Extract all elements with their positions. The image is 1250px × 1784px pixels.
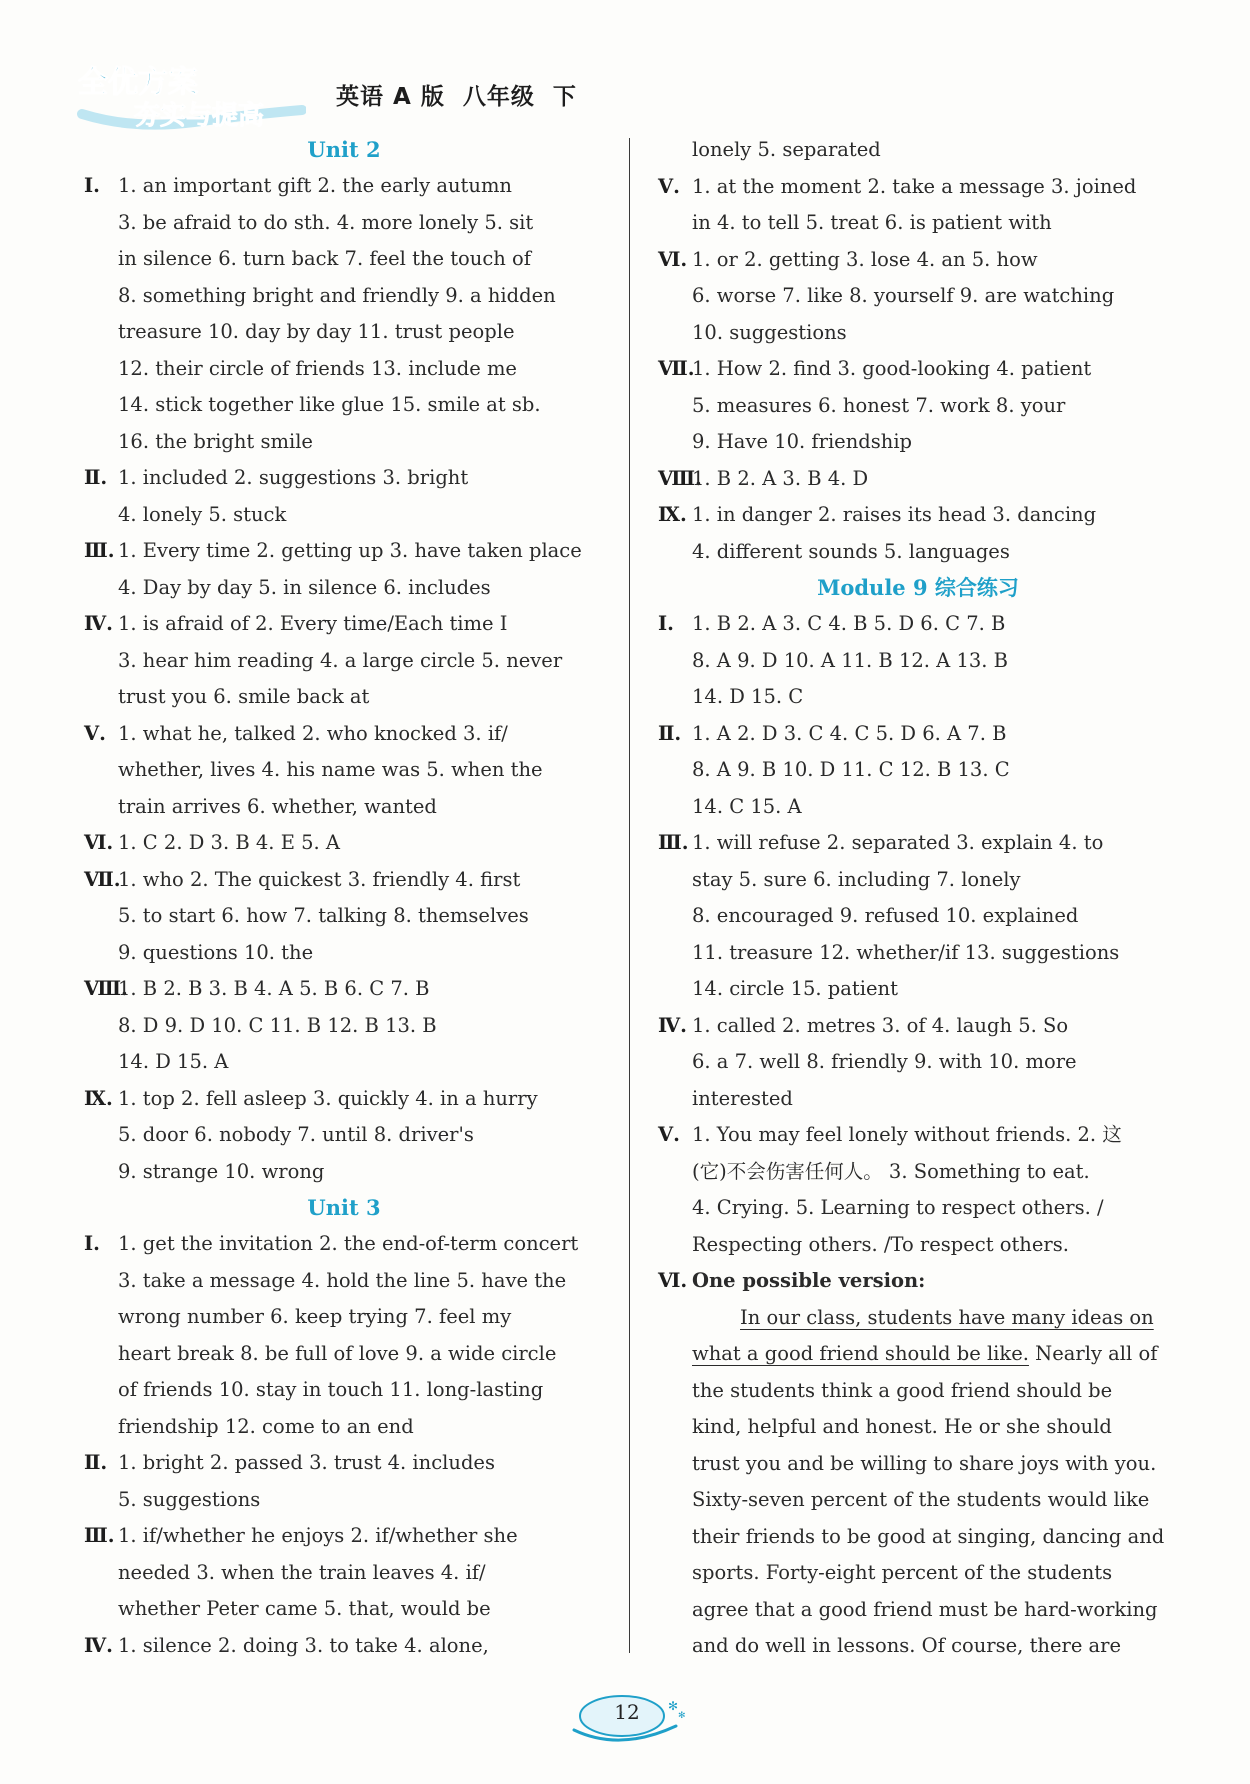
- answer-line: wrong number 6. keep trying 7. feel my: [118, 1305, 512, 1328]
- underlined-text: In our class, students have many ideas on: [740, 1305, 1154, 1329]
- group-number: Ⅰ.: [84, 1232, 100, 1255]
- answer-line: friendship 12. come to an end: [118, 1414, 414, 1438]
- section-title: Unit 3: [307, 1195, 381, 1220]
- group-answers: [118, 533, 604, 606]
- group-answers: [118, 1226, 604, 1445]
- group-answers: [692, 132, 1178, 169]
- section-title: Module 9 综合练习: [817, 575, 1019, 600]
- group-number: Ⅱ.: [84, 1451, 108, 1474]
- answer-line: 1. silence 2. doing 3. to take 4. alone,: [118, 1633, 489, 1657]
- group-answers: [692, 1117, 1178, 1263]
- group-number: Ⅴ.: [658, 1123, 680, 1146]
- answer-group: [84, 971, 604, 1081]
- answer-group: [84, 460, 604, 533]
- answer-group: [658, 1008, 1178, 1118]
- group-answers: [692, 169, 1178, 242]
- answer-line: 4. different sounds 5. languages: [692, 539, 1010, 563]
- answer-line: 16. the bright smile: [118, 429, 313, 453]
- group-number: Ⅶ.: [84, 867, 121, 891]
- answer-line: 5. to start 6. how 7. talking 8. themselves: [118, 904, 529, 927]
- answer-line: 1. C 2. D 3. B 4. E 5. A: [118, 831, 341, 854]
- answer-line: in 4. to tell 5. treat 6. is patient with: [692, 211, 1052, 234]
- group-number: Ⅳ.: [84, 612, 113, 635]
- answer-group: [84, 1628, 604, 1665]
- answer-line: 1. How 2. find 3. good-looking 4. patient: [692, 357, 1092, 380]
- answer-line: kind, helpful and honest. He or she should: [692, 1415, 1112, 1438]
- answer-group: [658, 1263, 1178, 1665]
- essay-heading: One possible version:: [692, 1269, 926, 1292]
- answer-group: [84, 533, 604, 606]
- group-number: Ⅷ.: [84, 977, 128, 1000]
- answer-line: 4. Crying. 5. Learning to respect others. /: [692, 1196, 1104, 1219]
- group-answers: [118, 971, 604, 1081]
- group-answers: [692, 497, 1178, 570]
- logo-text-2: 夯实与提高: [134, 101, 265, 131]
- answer-group: [658, 132, 1178, 169]
- answer-line: 1. at the moment 2. take a message 3. joined: [692, 174, 1137, 198]
- answer-group: [84, 716, 604, 826]
- answer-group: [658, 497, 1178, 570]
- answer-line: 1. in danger 2. raises its head 3. dancing: [692, 503, 1097, 526]
- group-answers: [692, 716, 1178, 826]
- group-answers: [118, 1445, 604, 1518]
- answer-line: 8. A 9. D 10. A 11. B 12. A 13. B: [692, 648, 1008, 672]
- group-answers: [118, 825, 604, 862]
- answer-line: of friends 10. stay in touch 11. long-lasting: [118, 1378, 544, 1401]
- answer-group: [84, 1518, 604, 1628]
- answer-line: Respecting others. /To respect others.: [692, 1232, 1069, 1256]
- answer-line: heart break 8. be full of love 9. a wide circle: [118, 1341, 557, 1365]
- answer-group: [84, 1226, 604, 1445]
- group-number: Ⅲ.: [84, 539, 115, 562]
- group-answers: [118, 716, 604, 826]
- svg-text:✻: ✻: [678, 1711, 686, 1721]
- answer-line: the students think a good friend should be: [692, 1378, 1113, 1402]
- answer-line: 4. Day by day 5. in silence 6. includes: [118, 575, 491, 599]
- answer-group: [84, 825, 604, 862]
- group-number: Ⅵ.: [658, 1269, 688, 1292]
- answer-line: 3. be afraid to do sth. 4. more lonely 5. sit: [118, 210, 534, 234]
- answer-line: stay 5. sure 6. including 7. lonely: [692, 867, 1021, 891]
- answer-line: 1. called 2. metres 3. of 4. laugh 5. So: [692, 1013, 1069, 1037]
- group-number: Ⅳ.: [84, 1633, 113, 1657]
- group-number: Ⅱ.: [84, 466, 108, 489]
- answer-group: [84, 862, 604, 972]
- essay-line: [692, 1336, 1178, 1373]
- section-title: Unit 2: [307, 137, 381, 162]
- page-number: 12: [614, 1700, 640, 1724]
- group-answers: [118, 168, 604, 460]
- answer-line: 1. what he, talked 2. who knocked 3. if/: [118, 721, 508, 745]
- answer-line: 6. a 7. well 8. friendly 9. with 10. more: [692, 1050, 1077, 1073]
- answer-line: 1. top 2. fell asleep 3. quickly 4. in a hurry: [118, 1086, 538, 1110]
- group-number: Ⅸ.: [658, 503, 687, 526]
- answer-line: 8. A 9. B 10. D 11. C 12. B 13. C: [692, 758, 1010, 781]
- group-answers: [118, 606, 604, 716]
- left-column: [84, 132, 604, 1664]
- answer-line: (它)不会伤害任何人。 3. Something to eat.: [692, 1159, 1090, 1183]
- group-number: Ⅵ.: [84, 831, 114, 854]
- answer-group: [84, 1445, 604, 1518]
- answer-group: [658, 1117, 1178, 1263]
- answer-line: 9. questions 10. the: [118, 940, 314, 964]
- answer-group: [84, 606, 604, 716]
- group-answers: [692, 1008, 1178, 1118]
- svg-text:✻: ✻: [668, 1699, 679, 1713]
- group-number: Ⅵ.: [658, 247, 688, 271]
- answer-line: 5. suggestions: [118, 1487, 261, 1511]
- answer-line: 6. worse 7. like 8. yourself 9. are watching: [692, 284, 1115, 307]
- group-number: Ⅳ.: [658, 1013, 687, 1037]
- answer-line: 1. A 2. D 3. C 4. C 5. D 6. A 7. B: [692, 721, 1007, 745]
- answer-line: 14. D 15. C: [692, 685, 804, 708]
- answer-line: 14. stick together like glue 15. smile at sb.: [118, 393, 541, 416]
- group-answers: [692, 606, 1178, 716]
- answer-line: 12. their circle of friends 13. include me: [118, 356, 517, 380]
- answer-line: 8. D 9. D 10. C 11. B 12. B 13. B: [118, 1013, 437, 1037]
- brand-logo: [74, 52, 306, 134]
- answer-line: sports. Forty-eight percent of the students: [692, 1561, 1113, 1584]
- answer-line: and do well in lessons. Of course, there are: [692, 1634, 1122, 1657]
- answer-line: trust you and be willing to share joys with you.: [692, 1451, 1157, 1475]
- answer-line: lonely 5. separated: [692, 138, 881, 161]
- group-number: Ⅷ.: [658, 466, 702, 490]
- answer-group: [658, 461, 1178, 498]
- answer-line: 1. an important gift 2. the early autumn: [118, 174, 512, 197]
- answer-line: 1. B 2. A 3. B 4. D: [692, 466, 869, 490]
- answer-line: 14. C 15. A: [692, 794, 802, 818]
- answer-line: 8. something bright and friendly 9. a hidden: [118, 283, 556, 307]
- group-number: Ⅶ.: [658, 357, 695, 380]
- answer-group: [84, 1081, 604, 1191]
- answer-line: 10. suggestions: [692, 320, 847, 344]
- answer-line: 1. You may feel lonely without friends. 2. 这: [692, 1123, 1122, 1146]
- group-answers: [692, 461, 1178, 498]
- essay-text: Nearly all of: [1028, 1342, 1158, 1365]
- answer-line: 9. Have 10. friendship: [692, 430, 913, 453]
- group-answers: [692, 351, 1178, 461]
- group-number: Ⅴ.: [658, 174, 680, 198]
- answer-line: 1. B 2. B 3. B 4. A 5. B 6. C 7. B: [118, 977, 430, 1000]
- answer-line: 1. is afraid of 2. Every time/Each time I: [118, 612, 508, 635]
- group-answers: [692, 1263, 1178, 1665]
- group-number: Ⅱ.: [658, 721, 682, 745]
- answer-line: 1. get the invitation 2. the end-of-term concert: [118, 1232, 579, 1255]
- answer-line: 1. included 2. suggestions 3. bright: [118, 466, 469, 489]
- answer-line: treasure 10. day by day 11. trust people: [118, 320, 515, 343]
- group-answers: [692, 825, 1178, 1008]
- answer-line: interested: [692, 1086, 793, 1110]
- answer-line: 1. B 2. A 3. C 4. B 5. D 6. C 7. B: [692, 612, 1006, 635]
- answer-line: in silence 6. turn back 7. feel the touch of: [118, 247, 531, 270]
- answer-line: 3. hear him reading 4. a large circle 5. never: [118, 648, 563, 672]
- answer-group: [658, 825, 1178, 1008]
- answer-line: trust you 6. smile back at: [118, 685, 370, 708]
- group-answers: [118, 1518, 604, 1628]
- group-answers: [118, 1628, 604, 1665]
- logo-text-1: 全优方案: [78, 65, 198, 100]
- group-number: Ⅲ.: [658, 831, 689, 854]
- answer-line: 9. strange 10. wrong: [118, 1159, 325, 1183]
- page-title: 英语 A 版 八年级 下: [336, 84, 577, 110]
- answer-line: their friends to be good at singing, dancing and: [692, 1524, 1165, 1548]
- group-number: Ⅰ.: [84, 174, 100, 197]
- group-answers: [118, 862, 604, 972]
- answer-line: train arrives 6. whether, wanted: [118, 794, 437, 818]
- answer-line: 1. bright 2. passed 3. trust 4. includes: [118, 1451, 495, 1474]
- page-header: [74, 52, 694, 134]
- answer-line: 3. take a message 4. hold the line 5. have the: [118, 1268, 567, 1292]
- group-number: [658, 132, 692, 169]
- answer-line: 14. circle 15. patient: [692, 977, 898, 1000]
- answer-group: [84, 168, 604, 460]
- answer-line: 4. lonely 5. stuck: [118, 502, 287, 526]
- answer-line: 11. treasure 12. whether/if 13. suggestions: [692, 940, 1120, 964]
- answer-group: [658, 242, 1178, 352]
- answer-line: 1. will refuse 2. separated 3. explain 4. to: [692, 831, 1104, 854]
- answer-group: [658, 351, 1178, 461]
- right-column: [658, 132, 1178, 1665]
- answer-line: 5. measures 6. honest 7. work 8. your: [692, 393, 1066, 417]
- answer-line: whether Peter came 5. that, would be: [118, 1597, 491, 1620]
- answer-group: [658, 169, 1178, 242]
- answer-line: 5. door 6. nobody 7. until 8. driver's: [118, 1123, 474, 1146]
- answer-line: 8. encouraged 9. refused 10. explained: [692, 904, 1079, 927]
- essay-line: [692, 1300, 1178, 1337]
- group-number: Ⅰ.: [658, 612, 674, 635]
- answer-line: 14. D 15. A: [118, 1050, 229, 1073]
- group-number: Ⅴ.: [84, 721, 106, 745]
- answer-line: 1. who 2. The quickest 3. friendly 4. first: [118, 867, 521, 891]
- group-number: Ⅸ.: [84, 1086, 113, 1110]
- answer-group: [658, 716, 1178, 826]
- answer-line: 1. if/whether he enjoys 2. if/whether she: [118, 1524, 518, 1547]
- group-number: Ⅲ.: [84, 1524, 115, 1547]
- answer-line: 1. Every time 2. getting up 3. have taken place: [118, 539, 582, 562]
- answer-line: needed 3. when the train leaves 4. if/: [118, 1560, 486, 1584]
- group-answers: [692, 242, 1178, 352]
- column-divider: [629, 138, 630, 1653]
- group-answers: [118, 460, 604, 533]
- answer-line: Sixty-seven percent of the students would like: [692, 1488, 1150, 1511]
- answer-line: whether, lives 4. his name was 5. when the: [118, 758, 543, 781]
- answer-line: 1. or 2. getting 3. lose 4. an 5. how: [692, 247, 1038, 271]
- underlined-text: what a good friend should be like.: [692, 1342, 1029, 1365]
- answer-group: [658, 606, 1178, 716]
- answer-line: agree that a good friend must be hard-working: [692, 1597, 1158, 1621]
- group-answers: [118, 1081, 604, 1191]
